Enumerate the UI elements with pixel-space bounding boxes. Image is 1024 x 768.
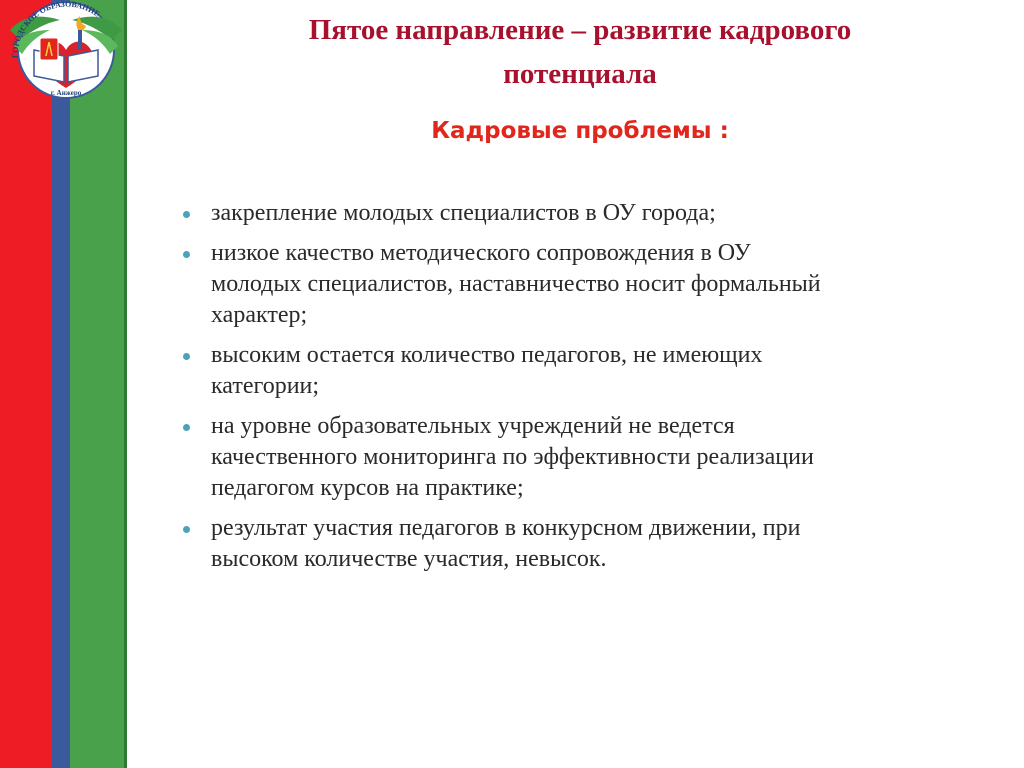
list-item [180,340,970,402]
list-item-text: закрепление молодых специалистов в ОУ города; [211,200,716,226]
list-item-text: высоким остается количество педагогов, не имеющих [211,342,763,368]
list-item [180,198,970,229]
list-item [180,513,970,575]
list-item-text: качественного мониторинга по эффективности реализации [211,444,814,470]
city-education-logo [0,0,130,100]
list-item-text: характер; [211,302,308,328]
list-item-text: молодых специалистов, наставничество носит формальный [211,271,821,297]
emblem-icon [0,0,130,100]
slide-title [150,8,1010,96]
list-item-text: категории; [211,373,320,399]
logo-arc-text: ГОРОДСКОЕ ОБРАЗОВАНИЕ [10,0,102,59]
flag-stripe-green [70,0,124,768]
flag-stripe-red [0,0,52,768]
list-item [180,411,970,504]
list-item-text: на уровне образовательных учреждений не ведется [211,413,735,439]
logo-city-text: г. Анжеро [50,89,82,97]
slide-title-line: Пятое направление – развитие кадрового [308,14,852,46]
bullet-dot-icon [183,353,190,360]
slide-subtitle: Кадровые проблемы : [431,118,729,144]
slide-title-line: потенциала [503,58,657,90]
flag-stripe-blue [52,0,70,768]
bullet-dot-icon [183,211,190,218]
list-item-text: низкое качество методического сопровождения в ОУ [211,240,751,266]
list-item-text: педагогом курсов на практике; [211,475,524,501]
list-item-text: высоком количестве участия, невысок. [211,546,607,572]
flag-stripe-edge [124,0,127,768]
problem-list [180,198,970,584]
bullet-dot-icon [183,526,190,533]
bullet-dot-icon [183,251,190,258]
list-item [180,238,970,331]
bullet-dot-icon [183,424,190,431]
list-item-text: результат участия педагогов в конкурсном движении, при [211,515,801,541]
